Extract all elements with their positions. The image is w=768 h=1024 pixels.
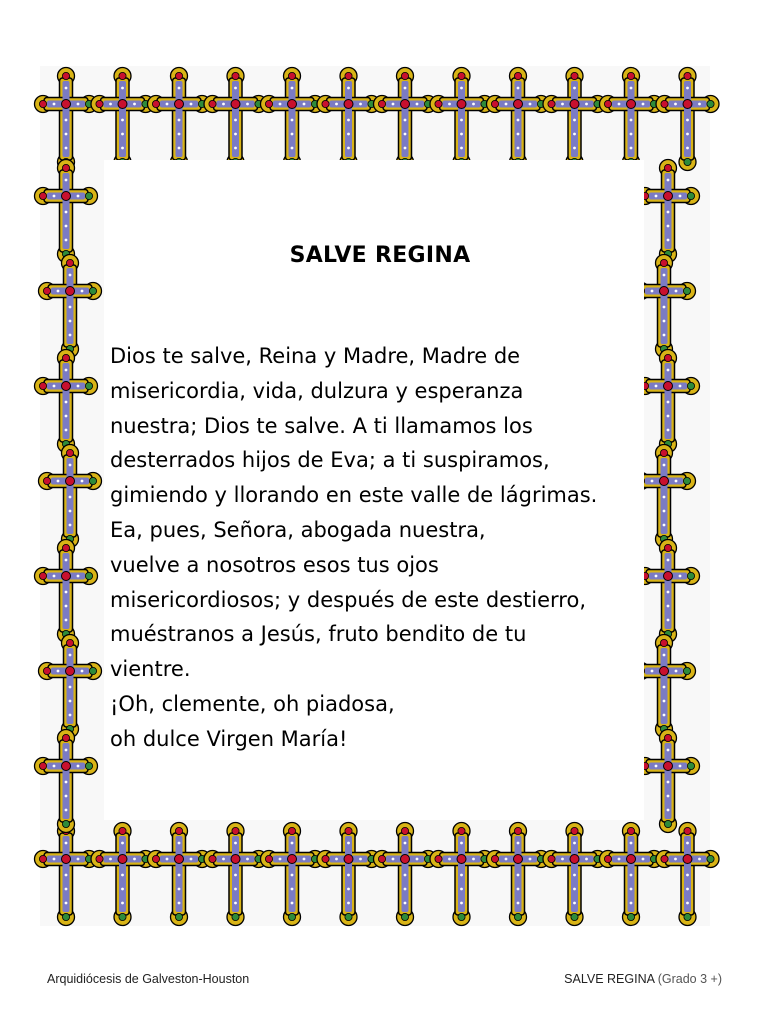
prayer-text	[110, 339, 650, 757]
ornate-cross-icon	[91, 68, 154, 171]
prayer-line: desterrados hijos de Eva; a ti suspiramos,	[110, 448, 550, 473]
ornate-cross-icon	[374, 823, 437, 926]
ornate-cross-icon	[204, 68, 267, 171]
prayer-line: muéstranos a Jesús, fruto bendito de tu	[110, 622, 527, 647]
document-title: SALVE REGINA	[289, 243, 471, 268]
prayer-line: Ea, pues, Señora, abogada nuestra,	[110, 517, 486, 542]
ornate-cross-icon	[656, 823, 719, 926]
ornate-cross-icon	[317, 68, 380, 171]
prayer-line: vientre.	[110, 657, 191, 682]
ornate-cross-icon	[39, 255, 102, 358]
prayer-line: ¡Oh, clemente, oh piadosa,	[110, 691, 395, 716]
ornate-cross-icon	[35, 823, 98, 926]
ornate-cross-icon	[543, 823, 606, 926]
prayer-line: misericordia, vida, dulzura y esperanza	[110, 378, 524, 403]
ornate-cross-icon	[261, 823, 324, 926]
ornate-cross-icon	[91, 823, 154, 926]
prayer-line: Dios te salve, Reina y Madre, Madre de	[110, 344, 521, 368]
ornate-cross-icon	[39, 635, 102, 738]
ornate-cross-icon	[600, 823, 663, 926]
prayer-line: vuelve a nosotros esos tus ojos	[110, 552, 439, 577]
ornate-cross-icon	[543, 68, 606, 171]
ornate-cross-icon	[656, 68, 719, 171]
ornate-cross-icon	[487, 68, 550, 171]
ornate-cross-icon	[35, 68, 98, 171]
footer-grade: (Grado 3 +)	[657, 972, 722, 986]
footer-archdiocese: Arquidiócesis de Galveston-Houston	[47, 972, 250, 986]
ornate-cross-icon	[261, 68, 324, 171]
ornate-cross-icon	[148, 823, 211, 926]
ornate-cross-icon	[35, 730, 98, 833]
ornate-cross-icon	[600, 68, 663, 171]
footer-title: SALVE REGINA	[564, 972, 655, 986]
ornate-cross-icon	[35, 350, 98, 453]
prayer-line: nuestra; Dios te salve. A ti llamamos los	[110, 413, 533, 438]
ornate-cross-icon	[430, 68, 493, 171]
ornate-cross-icon	[204, 823, 267, 926]
ornate-cross-icon	[148, 68, 211, 171]
ornate-cross-icon	[35, 160, 98, 263]
ornate-cross-icon	[39, 445, 102, 548]
ornate-cross-icon	[430, 823, 493, 926]
prayer-line: gimiendo y llorando en este valle de lágrimas.	[110, 483, 598, 508]
ornate-cross-icon	[317, 823, 380, 926]
ornate-cross-icon	[35, 540, 98, 643]
prayer-line: oh dulce Virgen María!	[110, 726, 348, 751]
prayer-line: misericordiosos; y después de este destierro,	[110, 587, 586, 612]
ornate-cross-icon	[487, 823, 550, 926]
footer-document-label	[564, 971, 722, 987]
ornate-cross-icon	[374, 68, 437, 171]
